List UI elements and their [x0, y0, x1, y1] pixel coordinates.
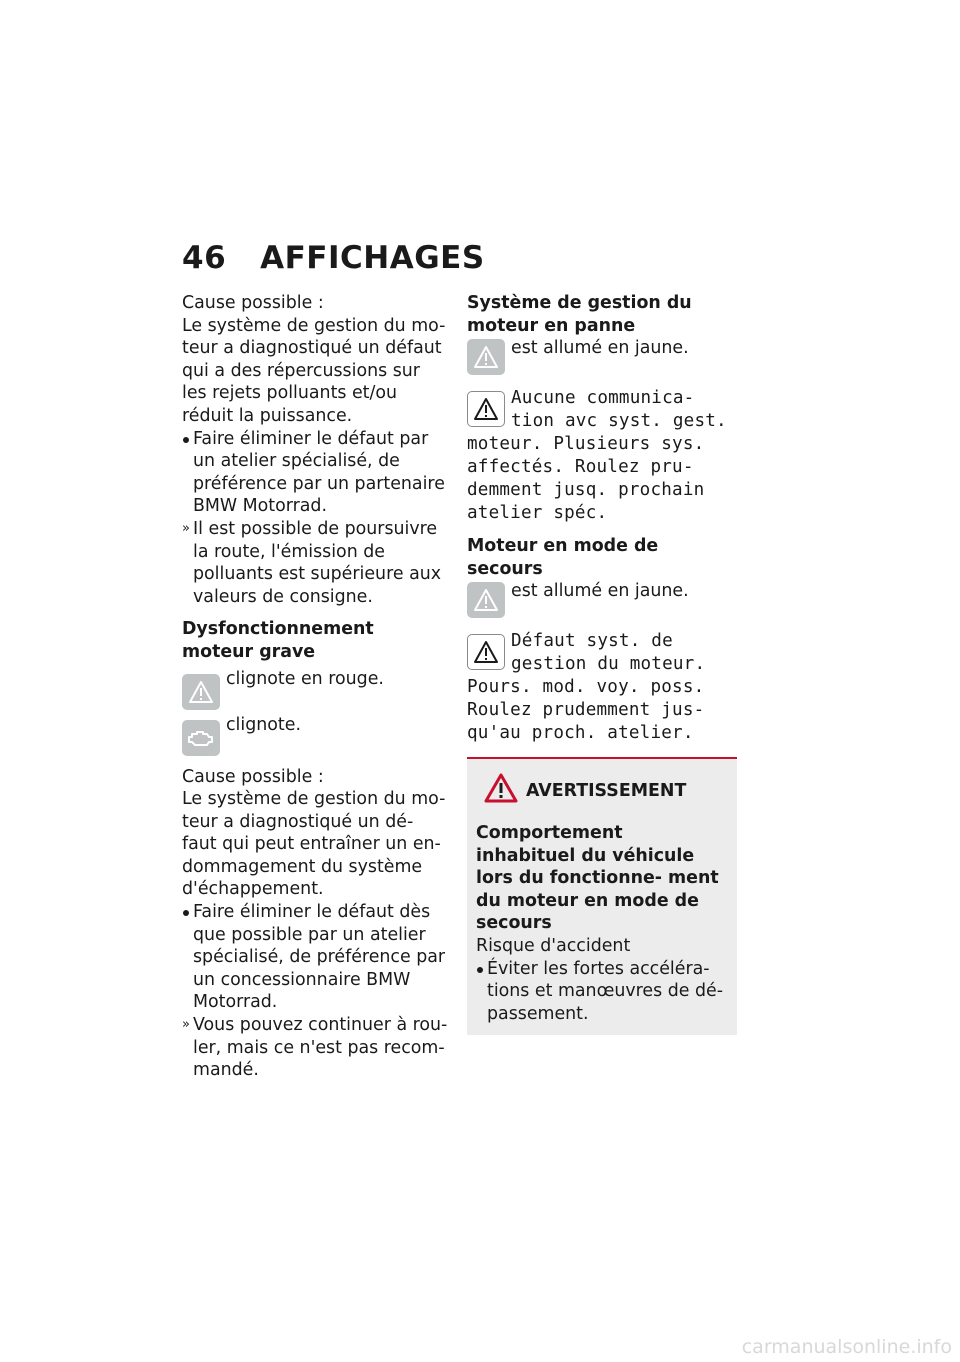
- warning-title-text: AVERTISSEMENT: [526, 781, 687, 802]
- right-column: [467, 292, 737, 1035]
- cause-label: Cause possible :: [182, 766, 324, 787]
- warning-box: [467, 757, 737, 1035]
- section-heading-secours: Moteur en mode de secours: [467, 536, 659, 579]
- warning-risk: Risque d'accident: [476, 935, 631, 956]
- warning-triangle-icon: [467, 339, 505, 375]
- display-message: [467, 387, 737, 525]
- engine-check-icon: [182, 720, 220, 756]
- result-arrow-icon: »: [182, 520, 190, 536]
- indicator-text: est allumé en jaune.: [511, 581, 689, 602]
- section-heading-grave: Dysfonctionnement moteur grave: [182, 619, 374, 662]
- display-message: [467, 630, 737, 745]
- action-item: Faire éliminer le défaut par un atelier spécialisé, de préférence par un partenaire BMW Motorrad.: [182, 428, 448, 518]
- action-item: Faire éliminer le défaut dès que possible par un atelier spécialisé, de préférence par un concessionnaire BMW Motorrad.: [182, 901, 448, 1014]
- cause-text: Le système de gestion du mo- teur a diagnostiqué un dé- faut qui peut entraîner un en- dommagement du système d'échappement.: [182, 789, 446, 900]
- display-text: Pours. mod. voy. poss. Roulez prudemment jus- qu'au proch. atelier.: [467, 677, 705, 744]
- indicator-text: est allumé en jaune.: [511, 338, 689, 359]
- result-text: Vous pouvez continuer à rou- ler, mais ce n'est pas recom- mandé.: [193, 1015, 448, 1081]
- result-item: [182, 518, 448, 608]
- indicator-row: [467, 580, 737, 618]
- indicator-text: clignote en rouge.: [226, 668, 384, 689]
- warning-triangle-icon: [467, 391, 505, 427]
- page-header: [182, 240, 485, 276]
- warning-title: [484, 773, 727, 810]
- warning-triangle-icon: [467, 582, 505, 618]
- section-heading-panne: Système de gestion du moteur en panne: [467, 293, 692, 336]
- display-text: moteur. Plusieurs sys. affectés. Roulez pru- demment jusq. prochain atelier spéc.: [467, 434, 705, 524]
- indicator-row: [182, 714, 448, 756]
- page-number: 46: [182, 240, 227, 276]
- indicator-row: [467, 337, 737, 375]
- warning-heading: Comportement inhabituel du véhicule lors du fonctionne- ment du moteur en mode de secours: [476, 822, 719, 934]
- result-text: Il est possible de poursuivre la route, l'émission de polluants est supérieure aux valeurs de consigne.: [193, 518, 442, 607]
- indicator-row: [182, 668, 448, 710]
- left-column: [182, 292, 448, 1082]
- cause-text: Le système de gestion du mo- teur a diagnostiqué un défaut qui a des répercussions sur les rejets polluants et/ou réduit la puissance.: [182, 315, 446, 426]
- danger-triangle-icon: [484, 773, 518, 810]
- cause-label: Cause possible :: [182, 293, 324, 313]
- result-arrow-icon: »: [182, 1017, 190, 1033]
- display-text: Aucune communica- tion avc syst. gest.: [511, 388, 727, 432]
- result-item: [182, 1014, 448, 1082]
- display-text: Défaut syst. de gestion du moteur.: [511, 631, 706, 675]
- warning-action: Éviter les fortes accéléra- tions et manœuvres de dé- passement.: [476, 958, 727, 1026]
- page-title: AFFICHAGES: [260, 240, 485, 276]
- warning-triangle-icon: [467, 634, 505, 670]
- warning-triangle-icon: [182, 674, 220, 710]
- watermark: carmanualsonline.info: [741, 1336, 952, 1358]
- indicator-text: clignote.: [226, 714, 301, 735]
